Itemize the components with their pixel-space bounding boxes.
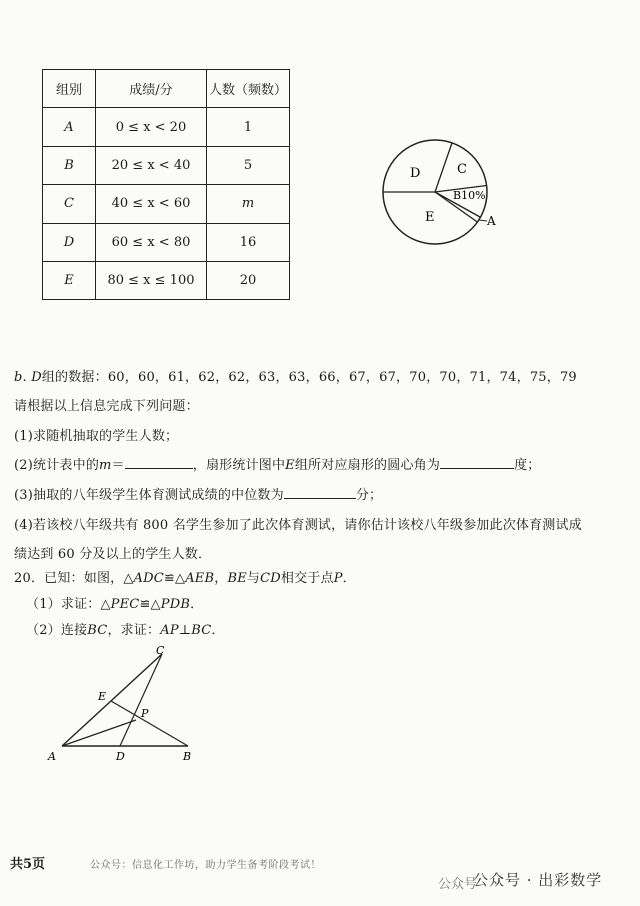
- pie-label-d: D: [410, 166, 421, 181]
- cell-group: C: [43, 185, 96, 223]
- pie-chart: [375, 135, 505, 245]
- table-row: [43, 108, 290, 146]
- question-1: (1)求随机抽取的学生人数；: [14, 429, 179, 444]
- p20-text-c: ，: [214, 571, 228, 586]
- sub-question-1: [26, 593, 203, 612]
- table-row: [43, 261, 290, 299]
- s1-text-a: （1）求证：△: [26, 597, 111, 612]
- s2-bc: BC: [87, 623, 108, 638]
- cell-count: m: [207, 185, 290, 223]
- pie-divider-dc: [435, 143, 452, 192]
- q2-text-f: 度；: [514, 458, 541, 473]
- cell-count: 1: [207, 108, 290, 146]
- cell-range: 0 ≤ x < 20: [96, 108, 207, 146]
- segment-cd: [120, 654, 162, 746]
- q2-text-a: (2)统计表中的: [14, 458, 100, 473]
- problem-20: [14, 567, 356, 586]
- p20-cd: CD: [260, 571, 281, 586]
- s1-end: ．: [190, 597, 204, 612]
- label-e: E: [98, 690, 107, 703]
- pie-label-c: C: [457, 162, 467, 177]
- table-header-row: [43, 70, 290, 108]
- pie-label-b: B10%: [453, 189, 486, 202]
- footer-note: 公众号：信息化工作坊，助力学生备考阶段考试！: [90, 860, 321, 871]
- label-d: D: [116, 750, 125, 763]
- label-a: A: [48, 750, 56, 763]
- question-2: [14, 454, 540, 473]
- header-score: 成绩/分: [96, 70, 207, 108]
- p20-text-e: 相交于点: [280, 571, 334, 586]
- b-data-line: [14, 366, 577, 385]
- question-4-line1: (4)若该校八年级共有 800 名学生参加了此次体育测试，请你估计该校八年级参加此次体育测试成: [14, 518, 582, 533]
- table-row: [43, 223, 290, 261]
- pie-leader-a: [479, 220, 487, 221]
- s1-pdb: PDB: [160, 597, 191, 612]
- q2-eq: ＝: [111, 458, 125, 473]
- p20-p: P: [333, 571, 343, 586]
- b-prefix: b.: [14, 370, 27, 385]
- s2-perp: ⊥: [178, 623, 192, 638]
- frequency-table: [42, 69, 290, 300]
- q3-blank-median[interactable]: [284, 486, 356, 499]
- cell-group: E: [43, 261, 96, 299]
- q3-text-a: (3)抽取的八年级学生体育测试成绩的中位数为: [14, 488, 284, 503]
- question-3: [14, 484, 382, 503]
- pie-label-e: E: [425, 210, 435, 225]
- prompt-line: 请根据以上信息完成下列问题：: [14, 399, 199, 414]
- q2-m: m: [99, 458, 112, 473]
- header-group: 组别: [43, 70, 96, 108]
- cell-range: 60 ≤ x < 80: [96, 223, 207, 261]
- q2-text-d: 组所对应扇形的圆心角为: [294, 458, 441, 473]
- label-c: C: [156, 644, 165, 657]
- b-group: D: [31, 370, 42, 385]
- p20-adc: ADC: [133, 571, 164, 586]
- cell-group: A: [43, 108, 96, 146]
- cell-range: 40 ≤ x < 60: [96, 185, 207, 223]
- s2-bc2: BC: [191, 623, 212, 638]
- s1-cong: ≌△: [139, 597, 161, 612]
- triangle-figure: [40, 640, 210, 770]
- label-p: P: [141, 707, 149, 720]
- segment-ac: [62, 654, 162, 746]
- q2-e: E: [285, 458, 295, 473]
- pie-label-a: A: [487, 214, 496, 228]
- p20-text-f: ．: [342, 571, 356, 586]
- cell-count: 5: [207, 146, 290, 184]
- question-4-line2: 绩达到 60 分及以上的学生人数．: [14, 547, 212, 562]
- s2-text-b: ，求证：: [107, 623, 161, 638]
- cell-group: D: [43, 223, 96, 261]
- s2-text-a: （2）连接: [26, 623, 88, 638]
- q2-blank-angle[interactable]: [440, 456, 514, 469]
- p20-be: BE: [227, 571, 247, 586]
- segment-ap: [62, 720, 136, 746]
- cell-group: B: [43, 146, 96, 184]
- header-count: 人数（频数）: [207, 70, 290, 108]
- q2-text-c: ，扇形统计图中: [192, 458, 286, 473]
- cell-count: 16: [207, 223, 290, 261]
- label-b: B: [183, 750, 192, 763]
- q2-blank-m[interactable]: [125, 456, 193, 469]
- s1-pec: PEC: [110, 597, 140, 612]
- cell-range: 20 ≤ x < 40: [96, 146, 207, 184]
- b-values: 组的数据：60，60，61，62，62，63，63，66，67，67，70，70，71，74，75，79: [41, 370, 577, 385]
- cell-count: 20: [207, 261, 290, 299]
- p20-text-a: 20．已知：如图，△: [14, 571, 134, 586]
- watermark-light: 公众号: [438, 877, 478, 892]
- s2-end: ．: [211, 623, 225, 638]
- p20-cong: ≌△: [163, 571, 186, 586]
- cell-range: 80 ≤ x ≤ 100: [96, 261, 207, 299]
- watermark-account: 公众号 · 出彩数学: [473, 871, 603, 889]
- p20-text-d: 与: [246, 571, 261, 586]
- table-row: [43, 185, 290, 223]
- table-row: [43, 146, 290, 184]
- q3-text-b: 分；: [355, 488, 383, 503]
- s2-ap: AP: [160, 623, 179, 638]
- page-count: 共5页: [10, 857, 46, 872]
- p20-aeb: AEB: [185, 571, 215, 586]
- sub-question-2: [26, 619, 225, 638]
